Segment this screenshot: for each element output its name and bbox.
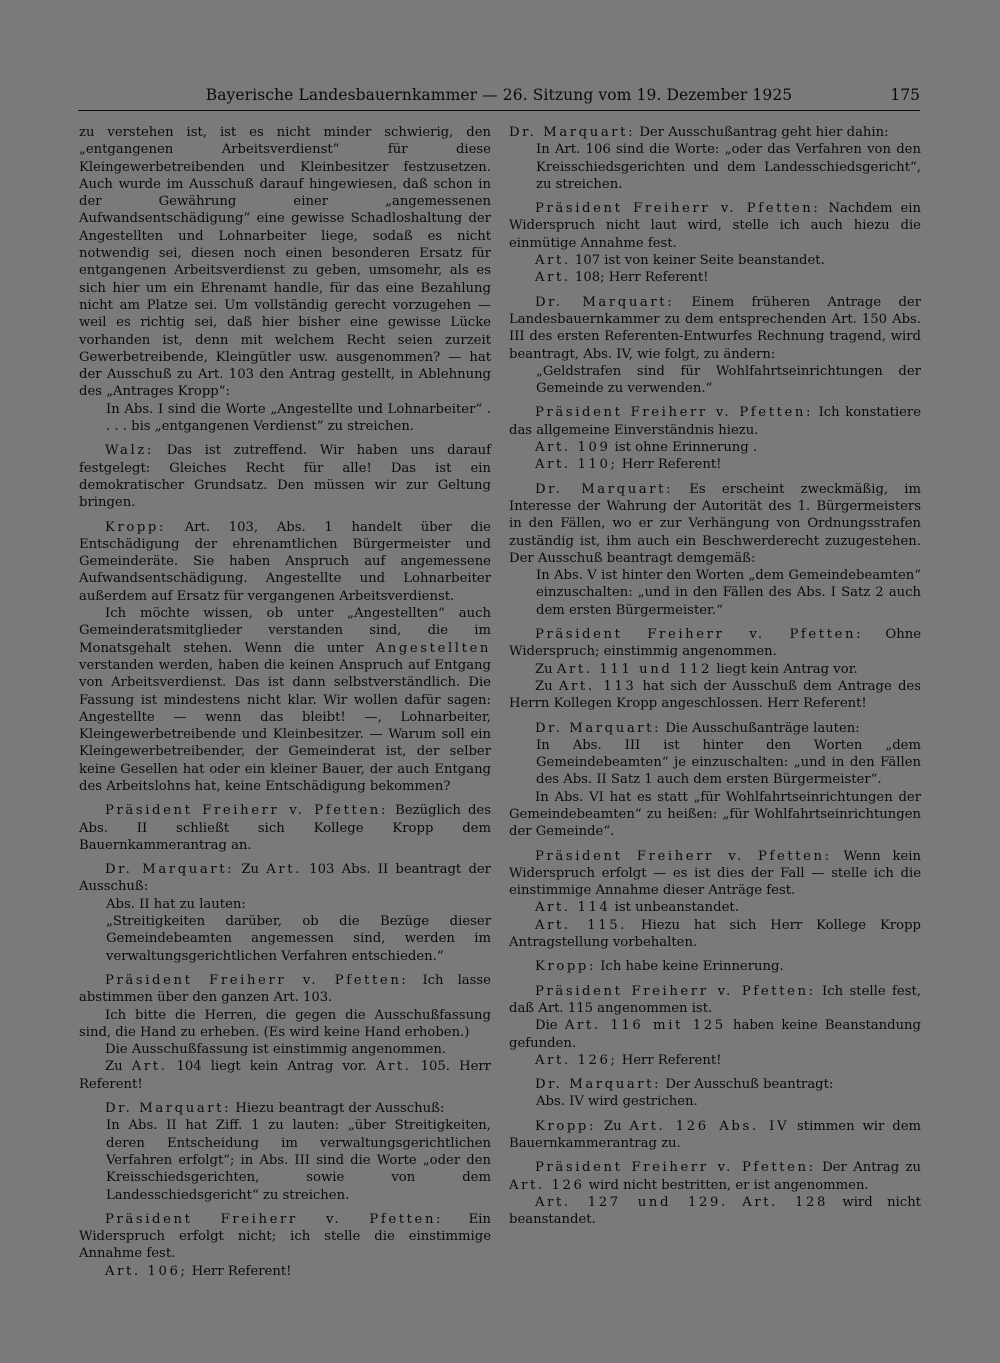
paragraph xyxy=(509,678,921,713)
paragraph-text: Ich möchte wissen, ob unter „Angestellten“ auch Gemeinderatsmitglieder verstanden sind, die im Monatsgehalt stehen. Wenn die unter xyxy=(79,606,491,656)
paragraph xyxy=(79,1041,491,1058)
speaker-name: Präsident Freiherr v. Pfetten: xyxy=(535,1160,816,1176)
article-reference: Art. 114 xyxy=(535,900,611,916)
paragraph-text: 107 ist von keiner Seite beanstandet. xyxy=(570,253,825,269)
paragraph-text: Herr Referent! xyxy=(617,1052,722,1068)
speaker-name: Präsident Freiherr v. Pfetten: xyxy=(535,627,864,643)
paragraph-text: Wenn kein Widerspruch erfolgt — es ist dies der Fall — stelle ich die einstimmige Annahme dieser Anträge fest. xyxy=(509,848,921,899)
article-reference: Art. xyxy=(375,1059,412,1075)
article-reference: Art. xyxy=(266,862,302,878)
speaker-name: Dr. Marquart: xyxy=(105,1101,232,1117)
paragraph-text: Abs. II hat zu lauten: xyxy=(106,896,246,912)
paragraph xyxy=(509,958,921,975)
paragraph xyxy=(509,456,921,473)
paragraph-text: ist unbeanstandet. xyxy=(610,900,739,916)
speaker-name: Präsident Freiherr v. Pfetten: xyxy=(535,983,816,999)
paragraph xyxy=(509,848,921,900)
article-reference: Art. 128 xyxy=(742,1194,828,1210)
paragraph-text: Die Ausschußfassung ist einstimmig angenommen. xyxy=(105,1042,447,1058)
speaker-name: Walz: xyxy=(105,443,154,459)
paragraph-text: Ohne Widerspruch; einstimmig angenommen. xyxy=(509,627,922,660)
paragraph-text: Ich konstatiere das allgemeine Einverständnis hiezu. xyxy=(509,405,921,438)
article-reference: Art. 115. xyxy=(535,917,628,933)
paragraph-text: verstanden werden, haben die keinen Anspruch auf Entgang von Arbeitsverdienst. Das ist dann selbstverständlich. Die Fassung ist mindestens nicht klar. Wir wollen dafür sagen: Angestellte — wenn das bleibt! —, Lohnarbeiter, Kleingewerbetreibende und Kleinbesitzer. — Warum soll ein Kleingewerbetreibender, der Gemeinderat ist, der selber keine Gesellen hat oder ein kleiner Bauer, der auch Entgang des Arbeitslohns hat, keine Entschädigung bekommen? xyxy=(79,657,491,794)
paragraph-text: Zu xyxy=(535,661,557,677)
paragraph xyxy=(79,401,491,436)
speaker-name: Dr. Marquart: xyxy=(509,125,636,140)
paragraph xyxy=(509,1118,921,1153)
paragraph xyxy=(79,442,491,511)
paragraph-text: wird nicht bestritten, er ist angenommen. xyxy=(584,1177,869,1193)
paragraph-text: Die xyxy=(535,1018,565,1034)
paragraph xyxy=(79,1211,491,1263)
paragraph xyxy=(509,439,921,456)
paragraph-text: Ich stelle fest, daß Art. 115 angenommen ist. xyxy=(509,983,921,1016)
paragraph xyxy=(79,861,491,896)
paragraph xyxy=(509,363,921,398)
paragraph xyxy=(509,567,921,619)
paragraph-text: Der Antrag zu xyxy=(815,1160,921,1176)
paragraph xyxy=(509,899,921,916)
paragraph-text: Bezüglich des Abs. II schließt sich Kollege Kropp dem Bauernkammerantrag an. xyxy=(79,803,492,853)
article-reference: Art. xyxy=(535,253,571,269)
paragraph-text: Herr Referent! xyxy=(617,457,722,473)
paragraph-text: ist ohne Erinnerung . xyxy=(610,440,758,456)
paragraph-text: In Abs. VI hat es statt „für Wohlfahrtseinrichtungen der Gemeindebeamten“ zu heißen: „für Wohlfahrtseinrichtungen der Gemeinde“. xyxy=(509,789,921,840)
article-reference: Angestellten xyxy=(375,640,491,656)
paragraph-text: Der Ausschuß beantragt: xyxy=(661,1077,834,1093)
article-reference: Art. xyxy=(535,270,571,286)
speaker-name: Dr. Marquart: xyxy=(535,481,674,497)
article-reference: Art. 113 xyxy=(558,678,637,694)
article-reference: Art. 126 Abs. IV xyxy=(629,1118,790,1134)
paragraph-text: Es erscheint zweckmäßig, im Interesse der Wahrung der Autorität des 1. Bürgermeisters in den Fällen, wo er zur Verhängung von Ordnungsstrafen zuständig ist, ihm auch ein Beschwerderecht zuzugestehen. Der Ausschuß beantragt demgemäß: xyxy=(509,481,921,566)
article-reference: Art. 126; xyxy=(535,1052,618,1068)
article-reference: Art. xyxy=(131,1059,168,1075)
paragraph xyxy=(79,1263,491,1280)
paragraph-text: Abs. IV wird gestrichen. xyxy=(536,1094,698,1110)
paragraph-text: 103 Abs. II beantragt der Ausschuß: xyxy=(79,862,491,895)
article-reference: Art. 110; xyxy=(535,457,618,473)
paragraph xyxy=(509,1159,921,1194)
article-reference: Art. 116 mit 125 xyxy=(564,1018,726,1034)
paragraph-text: haben keine Beanstandung gefunden. xyxy=(509,1018,921,1051)
paragraph xyxy=(509,789,921,841)
paragraph-text: wird nicht beanstandet. xyxy=(509,1194,921,1228)
paragraph xyxy=(509,917,921,952)
paragraph xyxy=(79,605,491,795)
paragraph-text: In Abs. III ist hinter den Worten „dem Gemeindebeamten“ je einzuschalten: „und in den Fällen des Abs. II Satz 1 auch dem ersten Bürgermeister“. xyxy=(536,737,921,788)
speaker-name: Kropp: xyxy=(105,519,167,535)
paragraph xyxy=(509,661,921,678)
paragraph-text: 104 liegt kein Antrag vor. xyxy=(167,1059,376,1075)
speaker-name: Präsident Freiherr v. Pfetten: xyxy=(105,803,388,819)
paragraph xyxy=(509,294,921,363)
paragraph-text: Zu xyxy=(535,678,559,694)
article-reference: Art. 111 und 112 xyxy=(556,661,713,677)
paragraph xyxy=(509,1194,921,1229)
paragraph-text: Zu xyxy=(596,1118,630,1134)
paragraph-text: Ich bitte die Herren, die gegen die Ausschußfassung sind, die Hand zu erheben. (Es wird keine Hand erhoben.) xyxy=(79,1007,491,1040)
speaker-name: Kropp: xyxy=(535,1118,597,1134)
paragraph xyxy=(509,124,921,141)
speaker-name: Präsident Freiherr v. Pfetten: xyxy=(535,201,821,217)
paragraph-text: zu verstehen ist, ist es nicht minder schwierig, den „entgangenen Arbeitsverdienst“ für diese Kleingewerbetreibenden und Kleinbesitzer festzusetzen. Auch wurde im Ausschuß darauf hingewiesen, daß schon in der Gewährung einer „angemessenen Aufwandsentschädigung“ eine gewisse Schadloshaltung der Angestellten und Lohnarbeiter liege, sodaß es nicht notwendig sei, diesen noch einen besonderen Ersatz für entgangenen Arbeitsverdienst zu geben, umsomehr, als es sich hier um ein Ehrenamt handle, für das eine Bezahlung nicht am Platze sei. Um vollständig gerecht vorzugehen — weil es richtig sei, daß hier bisher eine gewisse Lücke vorhanden ist, denn mit welchem Recht seien zurzeit Gewerbetreibende, Kleingütler usw. ausgenommen? — hat der Ausschuß zu Art. 103 den Antrag gestellt, in Ablehnung des „Antrages Kropp“: xyxy=(79,125,491,400)
paragraph-text: Hiezu beantragt der Ausschuß: xyxy=(231,1101,445,1117)
paragraph-text: Hiezu hat sich Herr Kollege Kropp Antragstellung vorbehalten. xyxy=(509,917,921,951)
paragraph-text: 108; Herr Referent! xyxy=(570,270,709,286)
paragraph-text: „Streitigkeiten darüber, ob die Bezüge dieser Gemeindebeamten angemessen sind, werden im verwaltungsgerichtlichen Verfahren entschieden.“ xyxy=(106,914,491,964)
paragraph xyxy=(79,1100,491,1117)
speaker-name: Präsident Freiherr v. Pfetten: xyxy=(535,405,814,421)
left-column xyxy=(79,124,491,1280)
paragraph-text: stimmen wir dem Bauernkammerantrag zu. xyxy=(509,1118,922,1152)
speaker-name: Dr. Marquart: xyxy=(535,720,662,736)
paragraph xyxy=(509,481,921,567)
article-reference: Art. 109 xyxy=(535,440,611,456)
paragraph xyxy=(79,1117,491,1203)
paragraph-text: Zu xyxy=(234,862,267,878)
paragraph-text: liegt kein Antrag vor. xyxy=(712,661,858,677)
page-number: 175 xyxy=(890,86,920,104)
paragraph-text: „Geldstrafen sind für Wohlfahrtseinrichtungen der Gemeinde zu verwenden.“ xyxy=(536,363,921,397)
running-header xyxy=(78,86,920,108)
paragraph-text: Die Ausschußanträge lauten: xyxy=(661,720,860,736)
speaker-name: Präsident Freiherr v. Pfetten: xyxy=(535,848,832,864)
paragraph-text: Das ist zutreffend. Wir haben uns darauf festgelegt: Gleiches Recht für alle! Das ist ein demokratischer Grundsatz. Den müssen wir zur Geltung bringen. xyxy=(79,443,491,511)
paragraph-text: Ein Widerspruch erfolgt nicht; ich stelle die einstimmige Annahme fest. xyxy=(79,1211,492,1262)
paragraph-text: In Abs. V ist hinter den Worten „dem Gemeindebeamten“ einzuschalten: „und in den Fällen des Abs. I Satz 2 auch dem ersten Bürgermeister.“ xyxy=(536,568,921,618)
paragraph-text: Herr Referent! xyxy=(187,1263,292,1279)
running-title: Bayerische Landesbauernkammer — 26. Sitzung vom 19. Dezember 1925 xyxy=(205,86,793,104)
paragraph xyxy=(509,720,921,737)
paragraph xyxy=(509,1093,921,1110)
speaker-name: Dr. Marquart: xyxy=(105,862,235,878)
speaker-name: Präsident Freiherr v. Pfetten: xyxy=(105,972,409,988)
right-column xyxy=(509,124,921,1229)
paragraph-text: Ich habe keine Erinnerung. xyxy=(596,959,784,975)
paragraph xyxy=(509,1052,921,1069)
paragraph xyxy=(509,983,921,1018)
article-reference: Art. 106; xyxy=(105,1263,188,1279)
paragraph xyxy=(79,972,491,1007)
paragraph xyxy=(509,1076,921,1093)
header-rule xyxy=(78,110,920,111)
article-reference: Art. 126 xyxy=(509,1177,585,1193)
paragraph xyxy=(79,896,491,913)
paragraph xyxy=(509,1017,921,1052)
paragraph xyxy=(79,519,491,605)
speaker-name: Präsident Freiherr v. Pfetten: xyxy=(105,1211,444,1227)
paragraph xyxy=(79,802,491,854)
paragraph xyxy=(79,1007,491,1042)
paragraph-text: Art. 103, Abs. 1 handelt über die Entschädigung der ehrenamtlichen Bürgermeister und Gemeinderäte. Sie haben Anspruch auf angemessene Aufwandsentschädigung. Angestellte und Lohnarbeiter außerdem auf Ersatz für vergangenen Arbeitsverdienst. xyxy=(79,519,491,604)
paragraph xyxy=(509,200,921,252)
paragraph-text: In Abs. II hat Ziff. 1 zu lauten: „über Streitigkeiten, deren Entscheidung im verwaltungsgerichtlichen Verfahren erfolgt“; in Abs. III sind die Worte „oder den Kreisschiedsgerichten, sowie von dem Landesschiedsgericht“ zu streichen. xyxy=(106,1118,491,1203)
paragraph-text: Der Ausschußantrag geht hier dahin: xyxy=(635,125,889,140)
paragraph xyxy=(79,1058,491,1093)
paragraph-text: hat sich der Ausschuß dem Antrage des Herrn Kollegen Kropp angeschlossen. Herr Referent! xyxy=(509,678,921,712)
paragraph-text xyxy=(728,1195,742,1210)
paragraph xyxy=(509,269,921,286)
paragraph xyxy=(509,404,921,439)
article-reference: Art. 127 und 129. xyxy=(535,1194,728,1210)
paragraph xyxy=(79,913,491,965)
speaker-name: Kropp: xyxy=(535,959,597,975)
paragraph-text: In Art. 106 sind die Worte: „oder das Verfahren von den Kreisschiedsgerichten und dem Landesschiedsgericht“, zu streichen. xyxy=(536,142,921,192)
paragraph xyxy=(509,626,921,661)
paragraph-text: Ich lasse abstimmen über den ganzen Art. 103. xyxy=(79,972,491,1006)
paragraph-text: In Abs. I sind die Worte „Angestellte und Lohnarbeiter“ . . . . bis „entgangenen Verdienst“ zu streichen. xyxy=(106,401,491,435)
paragraph-text: 105. Herr Referent! xyxy=(79,1059,491,1092)
paragraph xyxy=(509,252,921,269)
paragraph xyxy=(509,141,921,193)
paragraph xyxy=(79,124,491,401)
speaker-name: Dr. Marquart: xyxy=(535,1077,662,1093)
paragraph-text: Nachdem ein Widerspruch nicht laut wird, stelle ich auch hiezu die einmütige Annahme fest. xyxy=(509,201,921,251)
paragraph-text: Einem früheren Antrage der Landesbauernkammer zu dem entsprechenden Art. 150 Abs. III des ersten Referenten-Entwurfes Rechnung tragend, wird beantragt, Abs. IV, wie folgt, zu ändern: xyxy=(509,294,921,362)
paragraph-text: Zu xyxy=(105,1059,132,1075)
speaker-name: Dr. Marquart: xyxy=(535,294,675,310)
paragraph xyxy=(509,737,921,789)
